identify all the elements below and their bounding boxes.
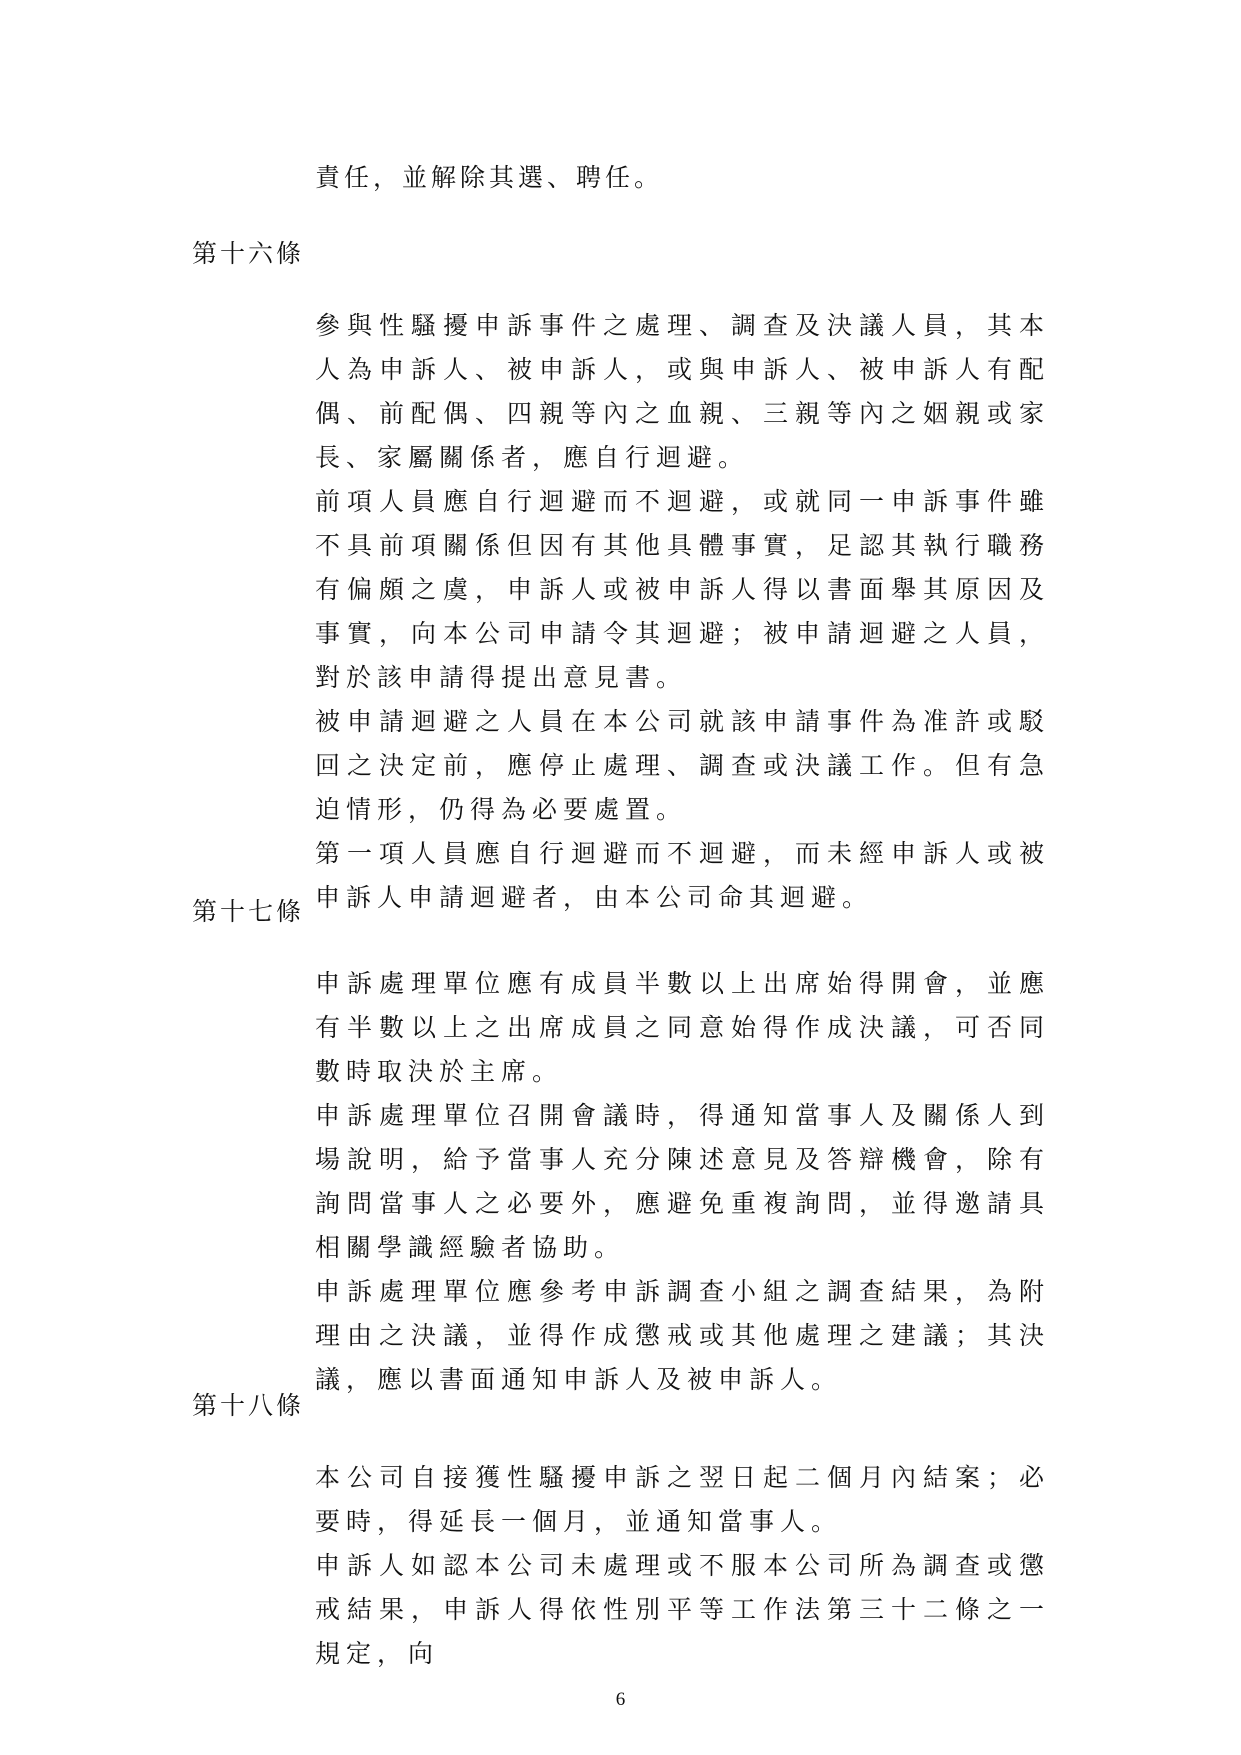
- article-heading: 第十八條: [192, 1391, 305, 1420]
- article-16: [192, 232, 1072, 920]
- article-paragraph: 申訴人如認本公司未處理或不服本公司所為調查或懲戒結果，申訴人得依性別平等工作法第三十二條之一規定，向: [315, 1551, 1050, 1668]
- article-paragraph: 被申請迴避之人員在本公司就該申請事件為准許或駁回之決定前，應停止處理、調查或決議工作。但有急迫情形，仍得為必要處置。: [315, 707, 1050, 824]
- article-paragraph: 本公司自接獲性騷擾申訴之翌日起二個月內結案；必要時，得延長一個月，並通知當事人。: [315, 1463, 1050, 1536]
- article-18: [192, 1384, 1072, 1676]
- article-paragraph: 申訴處理單位召開會議時，得通知當事人及關係人到場說明，給予當事人充分陳述意見及答辯機會，除有詢問當事人之必要外，應避免重複詢問，並得邀請具相關學識經驗者協助。: [315, 1101, 1050, 1262]
- article-heading: 第十七條: [192, 897, 305, 926]
- article-paragraph: 前項人員應自行迴避而不迴避，或就同一申訴事件雖不具前項關係但因有其他具體事實，足認其執行職務有偏頗之虞，申訴人或被申訴人得以書面舉其原因及事實，向本公司申請令其迴避；被申請迴避之人員，對於該申請得提出意見書。: [315, 487, 1050, 692]
- page-number: 6: [615, 1689, 626, 1710]
- article-paragraph: 申訴處理單位應有成員半數以上出席始得開會，並應有半數以上之出席成員之同意始得作成決議，可否同數時取決於主席。: [315, 969, 1050, 1086]
- article-heading: 第十六條: [192, 239, 305, 268]
- article-17: [192, 890, 1072, 1402]
- article-paragraph: 參與性騷擾申訴事件之處理、調查及決議人員，其本人為申訴人、被申訴人，或與申訴人、被申訴人有配偶、前配偶、四親等內之血親、三親等內之姻親或家長、家屬關係者，應自行迴避。: [315, 311, 1050, 472]
- article-paragraph: 第一項人員應自行迴避而不迴避，而未經申訴人或被申訴人申請迴避者，由本公司命其迴避。: [315, 839, 1050, 912]
- continuation-paragraph: 責任，並解除其選、聘任。: [315, 163, 664, 192]
- article-paragraph: 申訴處理單位應參考申訴調查小組之調查結果，為附理由之決議，並得作成懲戒或其他處理之建議；其決議，應以書面通知申訴人及被申訴人。: [315, 1277, 1050, 1394]
